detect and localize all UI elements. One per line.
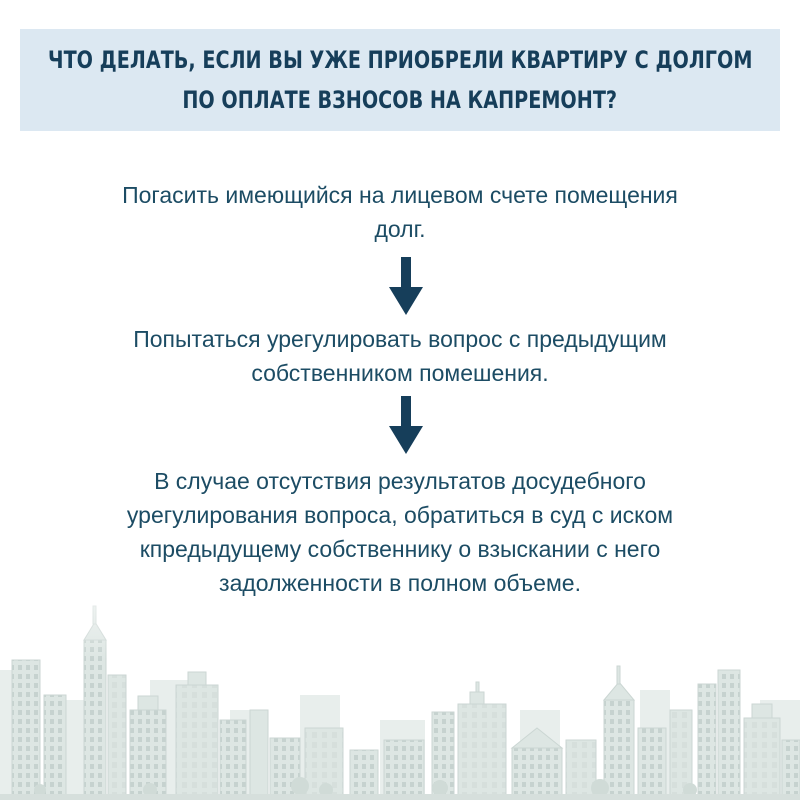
- step-1-line-1: Погасить имеющийся на лицевом счете помещения: [122, 182, 678, 208]
- step-1-text: [60, 178, 740, 246]
- step-3-line-4: задолженности в полном объеме.: [219, 570, 581, 596]
- step-3-line-3: кпредыдущему собственнику о взыскании с него: [139, 536, 661, 562]
- city-skyline-illustration: [0, 600, 800, 800]
- step-3-text: [60, 464, 740, 600]
- step-2-text: [60, 322, 740, 390]
- arrow-down-icon: [386, 257, 426, 317]
- title-banner: [20, 29, 780, 131]
- step-2-line-1: Попытаться урегулировать вопрос с предыдущим: [133, 326, 667, 352]
- step-2-line-2: собственником помешения.: [251, 360, 549, 386]
- title-line-1: ЧТО ДЕЛАТЬ, ЕСЛИ ВЫ УЖЕ ПРИОБРЕЛИ КВАРТИРУ С ДОЛГОМ: [47, 46, 753, 74]
- title-line-2: ПО ОПЛАТЕ ВЗНОСОВ НА КАПРЕМОНТ?: [182, 86, 618, 114]
- arrow-down-icon: [386, 396, 426, 456]
- step-3-line-2: урегулирования вопроса, обратиться в суд с иском: [126, 502, 674, 528]
- step-1-line-2: долг.: [374, 216, 426, 242]
- step-3-line-1: В случае отсутствия результатов досудебного: [154, 468, 646, 494]
